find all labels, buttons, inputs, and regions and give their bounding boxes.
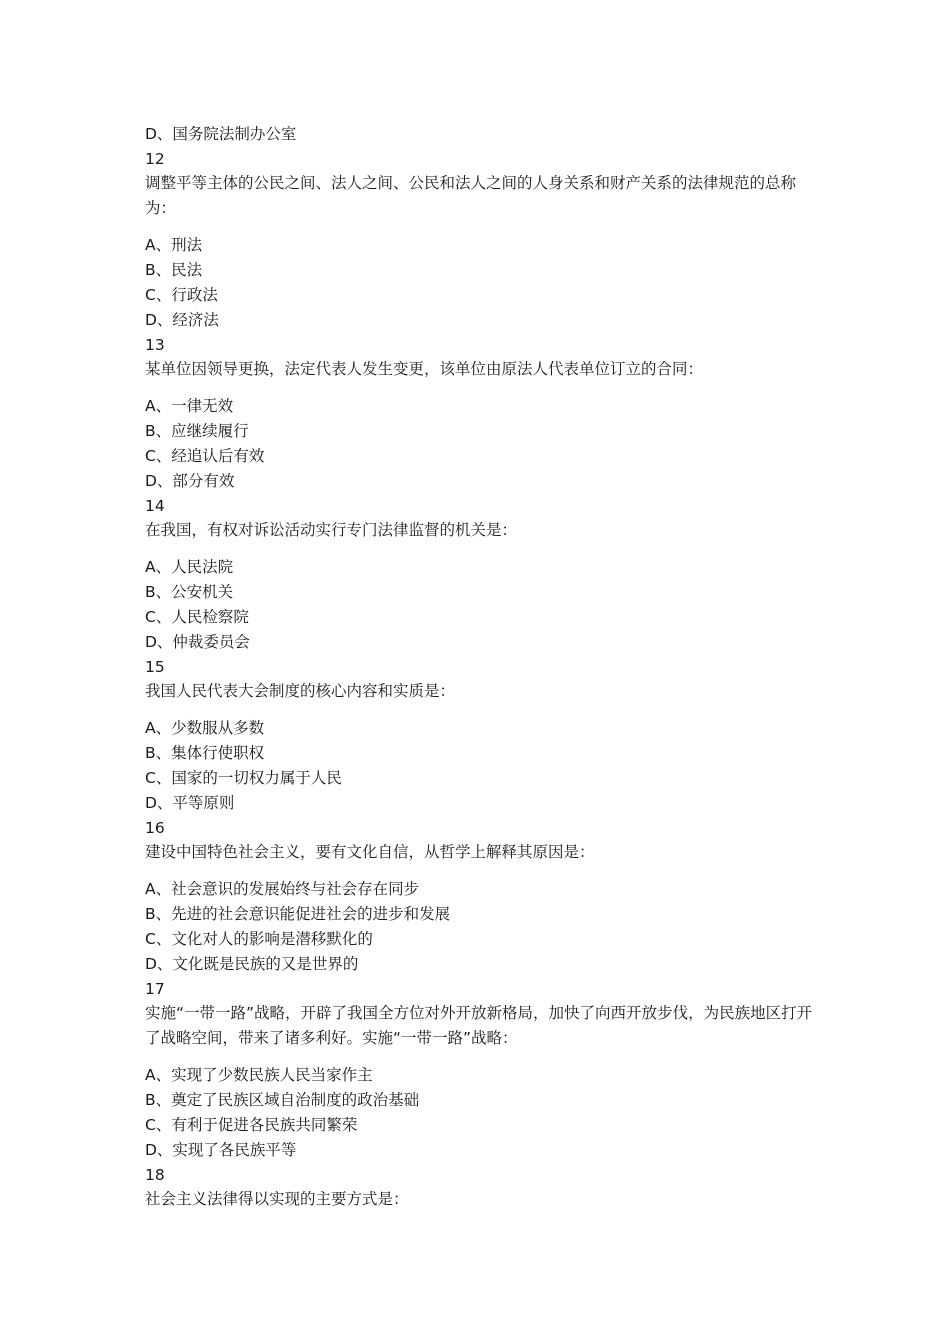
option-d: D、实现了各民族平等 xyxy=(145,1141,297,1159)
option-d: D、文化既是民族的又是世界的 xyxy=(145,955,359,973)
option-b: B、奠定了民族区域自治制度的政治基础 xyxy=(145,1091,420,1109)
option-c: C、人民检察院 xyxy=(145,608,249,626)
question-text: 在我国，有权对诉讼活动实行专门法律监督的机关是： xyxy=(145,521,518,539)
question-15 xyxy=(145,655,815,816)
question-text: 调整平等主体的公民之间、法人之间、公民和法人之间的人身关系和财产关系的法律规范的总称为： xyxy=(145,174,797,217)
option-b: B、公安机关 xyxy=(145,583,234,601)
question-number: 18 xyxy=(145,1166,165,1184)
option-c: C、有利于促进各民族共同繁荣 xyxy=(145,1116,358,1134)
option-b: B、集体行使职权 xyxy=(145,744,265,762)
option-a: A、实现了少数民族人民当家作主 xyxy=(145,1066,373,1084)
question-number: 13 xyxy=(145,336,165,354)
option-b: B、民法 xyxy=(145,261,203,279)
option-b: B、先进的社会意识能促进社会的进步和发展 xyxy=(145,905,451,923)
question-number: 17 xyxy=(145,980,165,998)
question-16 xyxy=(145,816,815,977)
question-number: 15 xyxy=(145,658,165,676)
option-b: B、应继续履行 xyxy=(145,422,249,440)
question-13 xyxy=(145,333,815,494)
question-text: 某单位因领导更换，法定代表人发生变更，该单位由原法人代表单位订立的合同： xyxy=(145,360,704,378)
option-d: D、部分有效 xyxy=(145,472,235,490)
option-c: C、国家的一切权力属于人民 xyxy=(145,769,342,787)
question-12 xyxy=(145,147,815,333)
question-18 xyxy=(145,1163,815,1212)
question-text: 社会主义法律得以实现的主要方式是： xyxy=(145,1190,409,1208)
option-a: A、人民法院 xyxy=(145,558,234,576)
question-number: 12 xyxy=(145,150,165,168)
option-a: A、社会意识的发展始终与社会存在同步 xyxy=(145,880,420,898)
question-text: 实施“一带一路”战略，开辟了我国全方位对外开放新格局，加快了向西开放步伐，为民族地区打开了战略空间，带来了诸多利好。实施“一带一路”战略： xyxy=(145,1004,813,1047)
option-c: C、经追认后有效 xyxy=(145,447,265,465)
option-d: D、仲裁委员会 xyxy=(145,633,250,651)
carryover-option: D、国务院法制办公室 xyxy=(145,125,297,143)
option-a: A、一律无效 xyxy=(145,397,234,415)
option-a: A、刑法 xyxy=(145,236,203,254)
question-number: 16 xyxy=(145,819,165,837)
question-17 xyxy=(145,977,815,1163)
option-a: A、少数服从多数 xyxy=(145,719,265,737)
question-number: 14 xyxy=(145,497,165,515)
option-c: C、行政法 xyxy=(145,286,218,304)
question-14 xyxy=(145,494,815,655)
question-text: 建设中国特色社会主义，要有文化自信，从哲学上解释其原因是： xyxy=(145,843,595,861)
document-page xyxy=(145,122,815,1224)
option-d: D、平等原则 xyxy=(145,794,235,812)
question-text: 我国人民代表大会制度的核心内容和实质是： xyxy=(145,682,456,700)
option-c: C、文化对人的影响是潜移默化的 xyxy=(145,930,373,948)
option-d: D、经济法 xyxy=(145,311,219,329)
